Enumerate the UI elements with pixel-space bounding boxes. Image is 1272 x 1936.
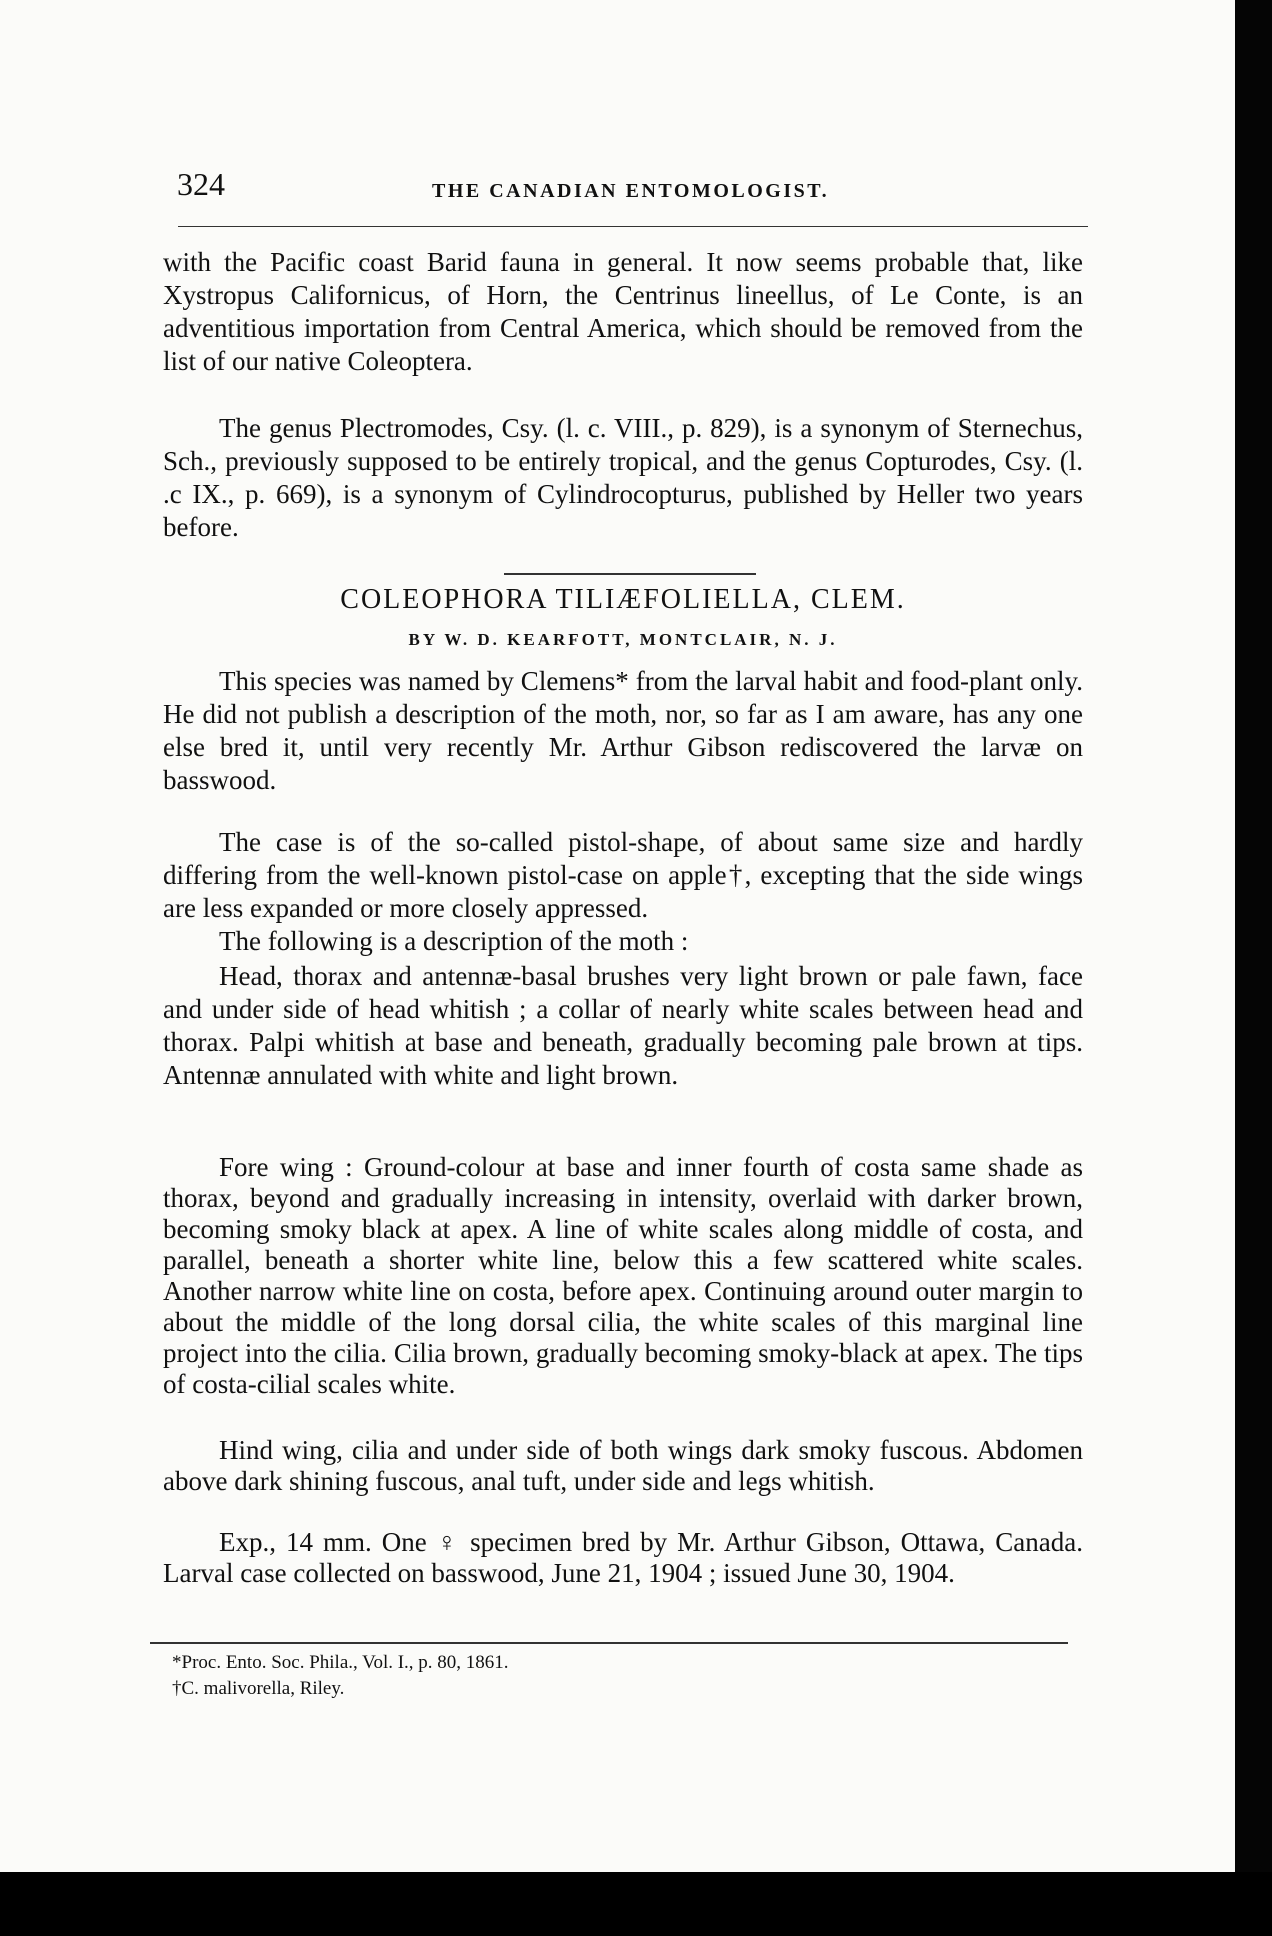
page-header [172, 166, 1087, 216]
footnotes [172, 1650, 872, 1702]
footnote-malivorella: †C. malivorella, Riley. [172, 1678, 345, 1699]
body-paragraph-fore-wing: Fore wing : Ground-colour at base and inner fourth of costa same shade as thorax, beyond and gradually increasing in intensity, overlaid with darker brown, becoming smoky black at apex. A line of white scales along middle of costa, and parallel, beneath a shorter white line, below this a few scattered white scales. Another narrow white line on costa, before apex. Continuing around outer margin to about the middle of the long dorsal cilia, the white scales of this marginal line project into the cilia. Cilia brown, gradually becoming smoky-black at apex. The tips of costa-cilial scales white. [163, 1152, 1083, 1399]
article-title: COLEOPHORA TILIÆFOLIELLA, CLEM. [340, 584, 906, 615]
running-title: THE CANADIAN ENTOMOLOGIST. [432, 180, 830, 202]
paragraph-synonymy: The genus Plectromodes, Csy. (l. c. VIII., p. 829), is a synonym of Sternechus, Sch., previously supposed to be entirely tropical, and the genus Copturodes, Csy. (l. .c IX., p. 669), is a synonym of Cylindrocopturus, published by Heller two years before. [163, 413, 1083, 542]
section-divider [504, 573, 756, 575]
article-byline: BY W. D. KEARFOTT, MONTCLAIR, N. J. [408, 630, 838, 649]
footnote-clemens: *Proc. Ento. Soc. Phila., Vol. I., p. 80, 1861. [172, 1652, 509, 1673]
body-paragraph-head: Head, thorax and antennæ-basal brushes very light brown or pale fawn, face and under side of head whitish ; a collar of nearly white scales between head and thorax. Palpi whitish at base and beneath, gradually becoming pale brown at tips. Antennæ annulated with white and light brown. [163, 961, 1083, 1090]
body-paragraph-case: The case is of the so-called pistol-shape, of about same size and hardly differing from the well-known pistol-case on apple†, excepting that the side wings are less expanded or more closely appressed. [163, 827, 1083, 923]
footnote-rule [150, 1642, 1068, 1644]
body-paragraph-expanse: Exp., 14 mm. One ♀ specimen bred by Mr. Arthur Gibson, Ottawa, Canada. Larval case collected on basswood, June 21, 1904 ; issued June 30, 1904. [163, 1527, 1083, 1588]
paragraph-continuation: with the Pacific coast Barid fauna in general. It now seems probable that, like Xystropus Californicus, of Horn, the Centrinus lineellus, of Le Conte, is an adventitious importation from Central America, which should be removed from the list of our native Coleoptera. [163, 247, 1083, 376]
scan-edge-right [1235, 0, 1272, 1936]
scan-edge-bottom [0, 1872, 1272, 1936]
body-paragraph-description-lead: The following is a description of the moth : [219, 926, 689, 956]
header-rule [178, 226, 1088, 227]
page-number: 324 [177, 166, 225, 202]
body-paragraph-intro: This species was named by Clemens* from the larval habit and food-plant only. He did not publish a description of the moth, nor, so far as I am aware, has any one else bred it, until very recently Mr. Arthur Gibson rediscovered the larvæ on basswood. [163, 666, 1083, 795]
body-paragraph-hind-wing: Hind wing, cilia and under side of both wings dark smoky fuscous. Abdomen above dark shining fuscous, anal tuft, under side and legs whitish. [163, 1435, 1083, 1496]
